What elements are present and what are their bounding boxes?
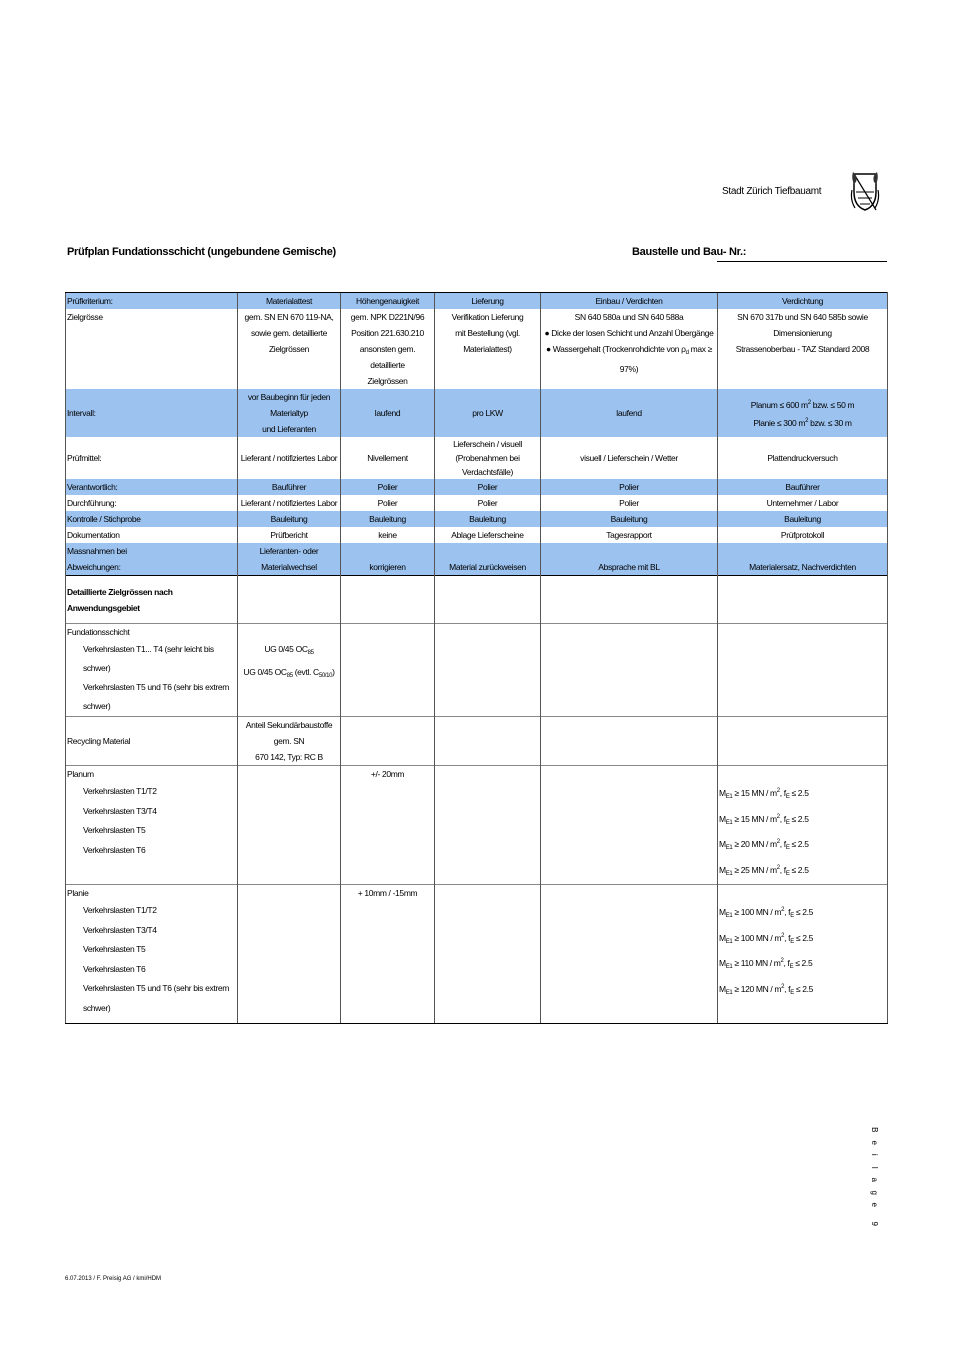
me-value: $M_{E1} \ge 110$ MN / $m^2$, $f_E \le 2.5$ [719, 958, 813, 970]
row-label: Dokumentation [66, 527, 238, 543]
table-cell [718, 766, 888, 885]
table-cell: Polier [541, 479, 718, 495]
me-value: $M_{E1} \ge 100$ MN / $m^2$, $f_E \le 2.5$ [719, 907, 813, 919]
table-cell: Unternehmer / Labor [718, 495, 888, 511]
verantwortlich-row [66, 479, 888, 495]
me-value: $M_{E1} \ge 20$ MN / $m^2$, $f_E \le 2.5$ [719, 839, 809, 851]
table-cell: Plattendruckversuch [718, 437, 888, 479]
me-value: $M_{E1} \ge 15$ MN / $m^2$, $f_E \le 2.5$ [719, 813, 809, 826]
section-heading: Detaillierte Zielgrössen nach Anwendungsgebiet [66, 576, 238, 624]
header-cell: Prüfkriterium: [66, 293, 238, 310]
pruefmittel-row [66, 437, 888, 479]
table-cell: Lieferschein / visuell (Probenahmen bei Verdachtsfälle) [435, 437, 541, 479]
me-value: $M_{E1} \ge 15$ MN / $m^2$, $f_E \le 2.5$ [719, 788, 809, 800]
table-cell: +/- 20mm [341, 766, 435, 885]
dokumentation-row [66, 527, 888, 543]
table-cell: Bauführer [718, 479, 888, 495]
row-label: Massnahmen bei Abweichungen: [66, 543, 238, 576]
planum-row [66, 766, 888, 885]
cell-line: Position 221.630.210 [351, 328, 424, 338]
table-cell [541, 309, 718, 389]
table-cell: Planum ≤ 600 $m^2$ bzw. ≤ 50 m Planie ≤ 300 $m^2$ bzw. ≤ 30 m [718, 389, 888, 437]
zielgroesse-row [66, 309, 888, 389]
table-cell: korrigieren [341, 543, 435, 576]
table-cell: + 10mm / -15mm [341, 885, 435, 1024]
cell-line: sowie gem. detaillierte Zielgrössen [250, 328, 328, 354]
site-number-field[interactable] [717, 261, 887, 262]
table-cell: laufend [541, 389, 718, 437]
cell-line: ● Dicke der losen Schicht und Anzahl Übergänge [544, 328, 714, 338]
row-label: Recycling Material [66, 717, 238, 766]
table-cell: Polier [341, 479, 435, 495]
table-cell: Nivellement [341, 437, 435, 479]
row-label: Kontrolle / Stichprobe [66, 511, 238, 527]
table-cell: Polier [435, 479, 541, 495]
table-cell: Prüfprotokoll [718, 527, 888, 543]
table-cell: Lieferant / notifiziertes Labor [238, 437, 341, 479]
table-cell [718, 309, 888, 389]
me-value: $M_{E1} \ge 100$ MN / $m^2$, $f_E \le 2.5$ [719, 932, 813, 945]
test-plan-table [65, 292, 888, 1024]
header-cell: Verdichtung [718, 293, 888, 310]
cell-line: Verifikation Lieferung [451, 312, 524, 322]
table-cell: Bauführer [238, 479, 341, 495]
kontrolle-row [66, 511, 888, 527]
row-label: Fundationsschicht Verkehrslasten T1... T4 (sehr leicht bis schwer) Verkehrslasten T5 und T6 (sehr bis extrem schwer) [66, 624, 238, 717]
table-cell: vor Baubeginn für jeden Materialtyp und Lieferanten [238, 389, 341, 437]
table-cell: Tagesrapport [541, 527, 718, 543]
cell-line: ansonsten gem. detaillierte [359, 344, 416, 370]
header-cell: Einbau / Verdichten [541, 293, 718, 310]
table-cell: Materialersatz, Nachverdichten [718, 543, 888, 576]
table-cell: Polier [341, 495, 435, 511]
fundation-row [66, 624, 888, 717]
cell-line: ● Wassergehalt (Trockenrohdichte von $\rho_d$ max ≥ 97%) [545, 344, 713, 374]
table-cell [238, 309, 341, 389]
table-cell: Ablage Lieferscheine [435, 527, 541, 543]
organisation-name: Stadt Zürich Tiefbauamt [722, 186, 822, 197]
table-cell: Material zurückweisen [435, 543, 541, 576]
row-label: Verantwortlich: [66, 479, 238, 495]
document-title: Prüfplan Fundationsschicht (ungebundene Gemische) [67, 246, 336, 258]
cell-line: Zielgrössen [367, 376, 408, 386]
planie-row [66, 885, 888, 1024]
cell-line: gem. SN EN 670 119-NA, [244, 312, 334, 322]
header-cell: Höhengenauigkeit [341, 293, 435, 310]
row-label: Prüfmittel: [66, 437, 238, 479]
appendix-label: B e i l a g e 9 [869, 1127, 879, 1226]
row-label: Planie Verkehrslasten T1/T2 Verkehrslasten T3/T4 Verkehrslasten T5 Verkehrslasten T6 Verkehrslasten T5 und T6 (sehr bis extrem schwer) [66, 885, 238, 1024]
row-label: Zielgrösse [66, 309, 238, 389]
table-cell: pro LKW [435, 389, 541, 437]
table-cell: Bauleitung [541, 511, 718, 527]
header-row [66, 293, 888, 310]
me-value: $M_{E1} \ge 120$ MN / $m^2$, $f_E \le 2.5$ [719, 983, 813, 996]
table-cell: Bauleitung [341, 511, 435, 527]
table-cell: Bauleitung [718, 511, 888, 527]
cell-line: gem. NPK D221N/96 [350, 312, 425, 322]
row-label: Planum Verkehrslasten T1/T2 Verkehrslasten T3/T4 Verkehrslasten T5 Verkehrslasten T6 [66, 766, 238, 885]
table-cell: Polier [435, 495, 541, 511]
cell-line: Strassenoberbau - TAZ Standard 2008 [735, 344, 870, 354]
table-cell: Absprache mit BL [541, 543, 718, 576]
table-cell: Lieferanten- oder Materialwechsel [238, 543, 341, 576]
massnahmen-row [66, 543, 888, 576]
site-number-label: Baustelle und Bau- Nr.: [632, 246, 747, 258]
cell-line: SN 670 317b und SN 640 585b sowie Dimensionierung [737, 312, 868, 338]
recycling-row [66, 717, 888, 766]
table-cell: Bauleitung [435, 511, 541, 527]
table-cell: Polier [541, 495, 718, 511]
table-cell [341, 309, 435, 389]
table-cell: Prüfbericht [238, 527, 341, 543]
table-cell: laufend [341, 389, 435, 437]
table-cell: keine [341, 527, 435, 543]
cell-line: SN 640 580a und SN 640 588a [574, 312, 684, 322]
footer-note: 6.07.2013 / F. Preisig AG / kmi/HDM [65, 1276, 162, 1282]
table-cell [435, 309, 541, 389]
cell-line: mit Bestellung (vgl. Materialattest) [455, 328, 520, 354]
table-cell: UG 0/45 $OC_{85}$ UG 0/45 $OC_{85}$ (evtl. $C_{50/10}$) [238, 624, 341, 717]
table-cell [718, 885, 888, 1024]
row-label: Intervall: [66, 389, 238, 437]
detail-heading-row [66, 576, 888, 624]
table-cell: Anteil Sekundärbaustoffe gem. SN 670 142, Typ: RC B [238, 717, 341, 766]
me-value: $M_{E1} \ge 25$ MN / $m^2$, $f_E \le 2.5$ [719, 864, 809, 877]
row-label: Durchführung: [66, 495, 238, 511]
header-cell: Lieferung [435, 293, 541, 310]
header-cell: Materialattest [238, 293, 341, 310]
table-cell: visuell / Lieferschein / Wetter [541, 437, 718, 479]
table-cell: Bauleitung [238, 511, 341, 527]
intervall-row [66, 389, 888, 437]
table-cell: Lieferant / notifiziertes Labor [238, 495, 341, 511]
durchfuehrung-row [66, 495, 888, 511]
zurich-coat-of-arms-icon [850, 170, 880, 212]
